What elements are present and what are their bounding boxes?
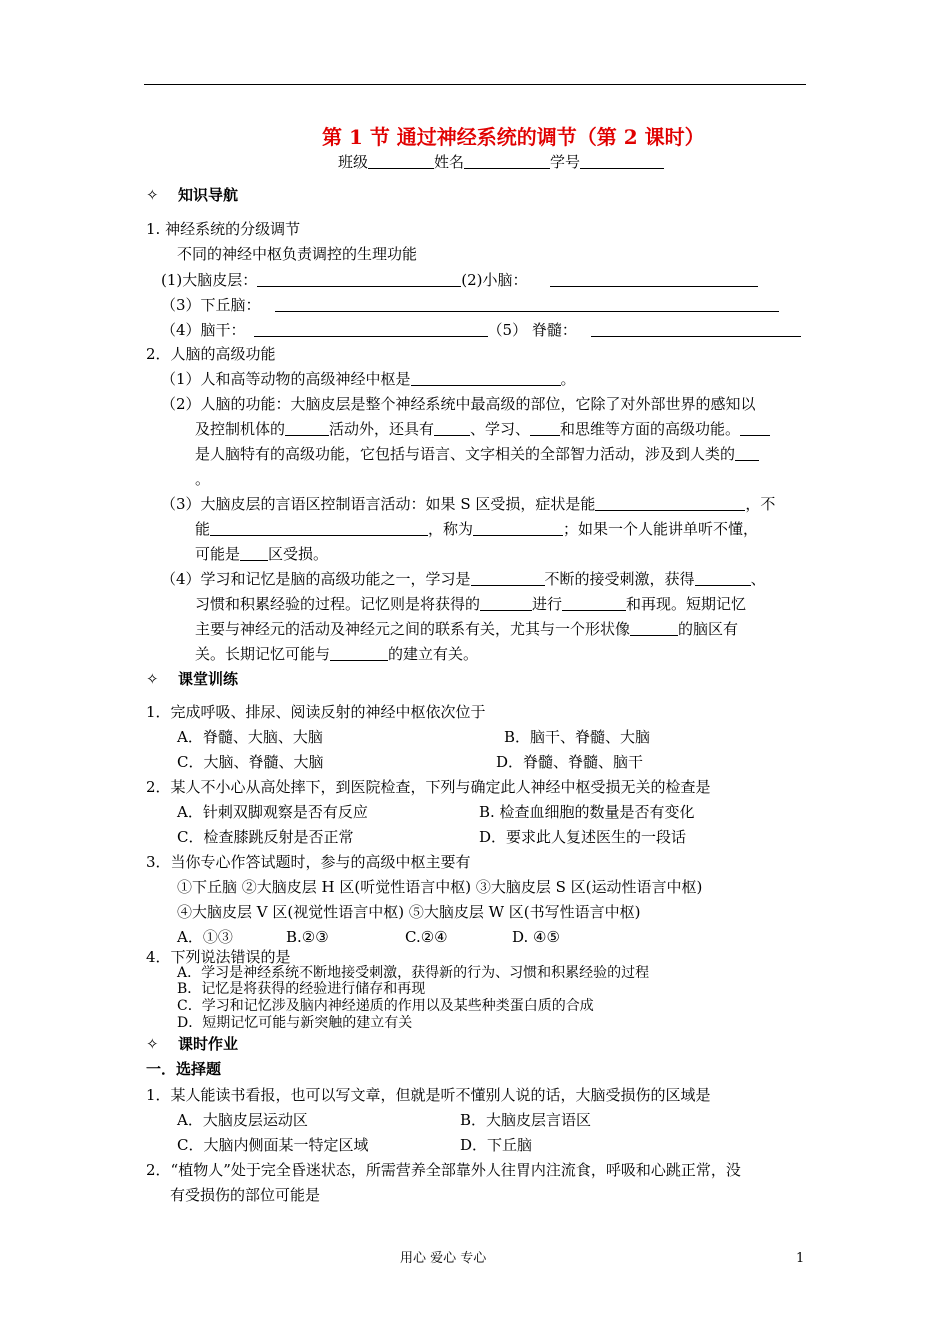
section-classroom (146, 669, 238, 689)
q2-4-blank6[interactable] (330, 645, 388, 661)
q1-row3 (161, 320, 801, 340)
q2-1-end: 。 (560, 370, 576, 388)
hq1-option-d: D．下丘脑 (460, 1136, 533, 1154)
cq2-option-b: B. 检查血细胞的数量是否有变化 (479, 803, 695, 821)
cerebral-label: (1)大脑皮层： (161, 271, 258, 289)
cerebral-blank[interactable] (257, 271, 461, 287)
class-label: 班级 (338, 153, 369, 171)
q2-2-blank2[interactable] (434, 420, 470, 436)
q2-4-blank2[interactable] (695, 570, 751, 586)
diamond-icon: ✧ (146, 186, 159, 204)
q2-2-b4: 和思维等方面的高级功能。 (560, 420, 741, 438)
cq1-option-c: C．大脑、脊髓、大脑 (177, 753, 324, 771)
cq1-option-a: A．脊髓、大脑、大脑 (177, 728, 323, 746)
id-blank[interactable] (580, 153, 664, 169)
section-knowledge-label: 知识导航 (178, 186, 239, 204)
cq3-option-b: B.②③ (286, 928, 329, 946)
q2-3-b2: ，称为 (428, 520, 474, 538)
q2-2-line4: 。 (195, 470, 211, 488)
q2-3-a2: ，不 (745, 495, 776, 513)
cq3-option-d: D. ④⑤ (512, 928, 560, 946)
q2-3-line1 (161, 494, 775, 514)
q2-4-blank4[interactable] (562, 595, 626, 611)
cq2-option-c: C．检查膝跳反射是否正常 (177, 828, 354, 846)
q2-3-blank1[interactable] (595, 495, 745, 511)
cq3: 3．当你专心作答试题时，参与的高级中枢主要有 (146, 853, 471, 871)
spinal-label: （5） 脊髓： (487, 321, 577, 339)
q2-3-blank4[interactable] (240, 545, 268, 561)
spinal-blank[interactable] (591, 321, 801, 337)
q1-row1 (161, 270, 758, 290)
q2-4-c1: 主要与神经元的活动及神经元之间的联系有关，尤其与一个形状像 (195, 620, 631, 638)
section-knowledge (146, 185, 238, 205)
q2-4-line1 (161, 569, 766, 589)
q2-2-blank5[interactable] (735, 445, 759, 461)
cq1-option-b: B．脑干、脊髓、大脑 (504, 728, 651, 746)
q2-4-blank1[interactable] (471, 570, 545, 586)
q2-4-b1: 习惯和积累经验的过程。记忆则是将获得的 (195, 595, 481, 613)
q2-2-c: 是人脑特有的高级功能，它包括与语言、文字相关的全部智力活动，涉及到人类的 (195, 445, 736, 463)
q2-4-b2: 进行 (532, 595, 563, 613)
q2-2-line2 (195, 419, 770, 439)
hq2-line2: 有受损伤的部位可能是 (170, 1186, 321, 1204)
diamond-icon: ✧ (146, 1035, 159, 1053)
q2-4-a1: （4）学习和记忆是脑的高级功能之一，学习是 (161, 570, 471, 588)
q1-row2 (161, 295, 779, 315)
cq2-option-d: D．要求此人复述医生的一段话 (479, 828, 687, 846)
q2-2-line3 (195, 444, 759, 464)
cq1: 1．完成呼吸、排尿、阅读反射的神经中枢依次位于 (146, 703, 486, 721)
q2-4-d1: 关。长期记忆可能与 (195, 645, 331, 663)
hq1-option-b: B．大脑皮层言语区 (460, 1111, 592, 1129)
cq3-line2: ④大脑皮层 V 区(视觉性语言中枢) ⑤大脑皮层 W 区(书写性语言中枢) (177, 903, 641, 921)
q2-4-blank3[interactable] (480, 595, 532, 611)
q2-2-line1: （2）人脑的功能：大脑皮层是整个神经系统中最高级的部位，它除了对外部世界的感知以 (161, 395, 756, 413)
brainstem-label: （4）脑干： (161, 321, 246, 339)
brainstem-blank[interactable] (254, 321, 488, 337)
cq4-option-c: C．学习和记忆涉及脑内神经递质的作用以及某些种类蛋白质的合成 (177, 998, 594, 1014)
q2-4-blank5[interactable] (630, 620, 678, 636)
q2-3-blank3[interactable] (473, 520, 563, 536)
diamond-icon: ✧ (146, 670, 159, 688)
hypothalamus-blank[interactable] (275, 296, 779, 312)
student-info-line (338, 152, 664, 172)
q2-3-line3 (195, 544, 328, 564)
q2-2-b3: 、学习、 (470, 420, 531, 438)
hq1-option-c: C．大脑内侧面某一特定区域 (177, 1136, 369, 1154)
page-title: 第 1 节 通过神经系统的调节（第 2 课时） (322, 125, 705, 149)
q2-3-c1: 可能是 (195, 545, 241, 563)
q2-4-a2: 不断的接受刺激，获得 (544, 570, 695, 588)
cq2-option-a: A．针刺双脚观察是否有反应 (177, 803, 368, 821)
header-rule (144, 84, 806, 85)
q1-title: 1. 神经系统的分级调节 (146, 220, 301, 238)
section-homework (146, 1034, 238, 1054)
q2-3-c2: 区受损。 (268, 545, 329, 563)
cq4-option-a: A．学习是神经系统不断地接受刺激，获得新的行为、习惯和积累经验的过程 (177, 965, 650, 981)
cq3-option-a: A．①③ (177, 928, 233, 946)
id-label: 学号 (550, 153, 581, 171)
q2-3-blank2[interactable] (210, 520, 428, 536)
section-classroom-label: 课堂训练 (178, 670, 239, 688)
q1-sub: 不同的神经中枢负责调控的生理功能 (177, 245, 418, 263)
cq3-option-c: C.②④ (405, 928, 448, 946)
q2-2-blank4[interactable] (740, 420, 770, 436)
cerebellum-label: (2)小脑： (461, 271, 528, 289)
cq3-line1: ①下丘脑 ②大脑皮层 H 区(听觉性语言中枢) ③大脑皮层 S 区(运动性语言中枢) (177, 878, 703, 896)
footer-motto: 用心 爱心 专心 (400, 1251, 487, 1266)
section-homework-label: 课时作业 (178, 1035, 239, 1053)
q2-1-text: （1）人和高等动物的高级神经中枢是 (161, 370, 411, 388)
name-label: 姓名 (434, 153, 465, 171)
q2-1-blank[interactable] (411, 370, 561, 386)
hypothalamus-label: （3）下丘脑： (161, 296, 261, 314)
class-blank[interactable] (368, 153, 434, 169)
cerebellum-blank[interactable] (550, 271, 758, 287)
q2-4-d2: 的建立有关。 (388, 645, 479, 663)
q2-2-b1: 及控制机体的 (195, 420, 286, 438)
hq2-line1: 2．“植物人”处于完全昏迷状态，所需营养全部靠外人往胃内注流食，呼吸和心跳正常，没 (146, 1161, 741, 1179)
q2-2-blank3[interactable] (530, 420, 560, 436)
q2-4-c2: 的脑区有 (678, 620, 739, 638)
q2-1 (161, 369, 576, 389)
cq2: 2．某人不小心从高处摔下，到医院检查，下列与确定此人神经中枢受损无关的检查是 (146, 778, 711, 796)
q2-4-line2 (195, 594, 746, 614)
q2-4-b3: 和再现。短期记忆 (626, 595, 747, 613)
q2-3-a1: （3）大脑皮层的言语区控制语言活动：如果 S 区受损，症状是能 (161, 495, 596, 513)
cq1-option-d: D．脊髓、脊髓、脑干 (496, 753, 644, 771)
q2-4-line3 (195, 619, 738, 639)
q2-3-line2 (195, 519, 758, 539)
q2-2-blank1[interactable] (285, 420, 329, 436)
q2-4-line4 (195, 644, 478, 664)
q2-3-b1: 能 (195, 520, 211, 538)
hq1: 1．某人能读书看报，也可以写文章，但就是听不懂别人说的话，大脑受损伤的区域是 (146, 1086, 711, 1104)
homework-subtitle: 一．选择题 (146, 1060, 222, 1078)
q2-3-b3: ；如果一个人能讲单听不懂， (563, 520, 759, 538)
cq4-option-d: D．短期记忆可能与新突触的建立有关 (177, 1015, 413, 1031)
cq4: 4．下列说法错误的是 (146, 948, 291, 966)
q2-2-b2: 活动外，还具有 (329, 420, 435, 438)
q2-4-a3: 、 (750, 570, 766, 588)
cq4-option-b: B．记忆是将获得的经验进行储存和再现 (177, 981, 426, 997)
q2-title: 2．人脑的高级功能 (146, 345, 276, 363)
name-blank[interactable] (464, 153, 550, 169)
hq1-option-a: A．大脑皮层运动区 (177, 1111, 308, 1129)
page-number: 1 (796, 1251, 805, 1266)
